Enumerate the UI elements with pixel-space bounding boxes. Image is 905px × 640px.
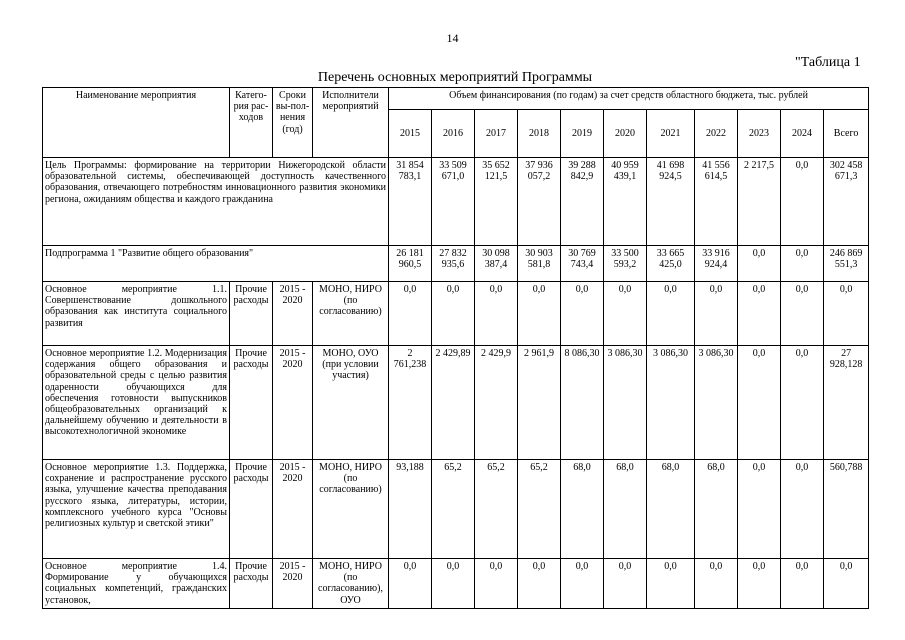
table-cell: 0,0: [475, 282, 518, 346]
measure-category: Прочие расходы: [230, 559, 273, 609]
measure-category: Прочие расходы: [230, 346, 273, 460]
table-cell: 0,0: [432, 282, 475, 346]
table-cell: 30 098 387,4: [475, 246, 518, 282]
table-cell: 68,0: [647, 460, 695, 559]
table-cell: 2 761,238: [389, 346, 432, 460]
measure-category: Прочие расходы: [230, 460, 273, 559]
table-cell: 65,2: [475, 460, 518, 559]
table-cell: 0,0: [475, 559, 518, 609]
table-cell: 37 936 057,2: [518, 158, 561, 246]
table-cell: 0,0: [647, 559, 695, 609]
header-name: Наименование мероприятия: [43, 88, 230, 158]
table-cell: 30 769 743,4: [561, 246, 604, 282]
goal-row-name: Цель Программы: формирование на территории Нижегородской области образовательной системы, обеспечивающей доступность качественного образования, отвечающего потребностям инновационного развития экономики региона, ожиданиям общества и каждого гражданина: [43, 158, 389, 246]
table-cell: 0,0: [518, 282, 561, 346]
table-cell: 33 665 425,0: [647, 246, 695, 282]
table-cell: 31 854 783,1: [389, 158, 432, 246]
table-cell: 246 869 551,3: [824, 246, 869, 282]
table-cell: 26 181 960,5: [389, 246, 432, 282]
table-cell: 33 916 924,4: [695, 246, 738, 282]
table-cell: 27 832 935,6: [432, 246, 475, 282]
table-cell: 0,0: [561, 559, 604, 609]
table-cell: 2 961,9: [518, 346, 561, 460]
table-cell: 33 509 671,0: [432, 158, 475, 246]
table-cell: 302 458 671,3: [824, 158, 869, 246]
table-cell: 41 556 614,5: [695, 158, 738, 246]
table-cell: 0,0: [604, 282, 647, 346]
header-executors: Исполнители мероприятий: [313, 88, 389, 158]
table-cell: 0,0: [738, 559, 781, 609]
measure-executors: МОНО, НИРО (по согласованию): [313, 282, 389, 346]
table-cell: 40 959 439,1: [604, 158, 647, 246]
measure-terms: 2015 - 2020: [273, 346, 313, 460]
table-label: "Таблица 1: [795, 55, 861, 70]
measure-name: Основное мероприятие 1.4. Формирование у обучающихся социальных компетенций, гражданских установок,: [43, 559, 230, 609]
table-cell: 0,0: [389, 559, 432, 609]
header-year: 2024: [781, 110, 824, 158]
table-cell: 0,0: [695, 559, 738, 609]
table-cell: 35 652 121,5: [475, 158, 518, 246]
table-cell: 65,2: [518, 460, 561, 559]
table-cell: 0,0: [824, 282, 869, 346]
measure-executors: МОНО, НИРО (по согласованию): [313, 460, 389, 559]
table-cell: 0,0: [738, 246, 781, 282]
table-cell: 8 086,30: [561, 346, 604, 460]
programme-measures-table: [42, 87, 869, 609]
table-cell: 65,2: [432, 460, 475, 559]
table-cell: 41 698 924,5: [647, 158, 695, 246]
header-year: 2023: [738, 110, 781, 158]
table-cell: 0,0: [695, 282, 738, 346]
table-cell: 0,0: [738, 460, 781, 559]
header-total: Всего: [824, 110, 869, 158]
table-cell: 0,0: [738, 346, 781, 460]
table-cell: 0,0: [781, 158, 824, 246]
header-year: 2017: [475, 110, 518, 158]
table-cell: 68,0: [695, 460, 738, 559]
table-cell: 68,0: [604, 460, 647, 559]
measure-name: Основное мероприятие 1.1. Совершенствование дошкольного образования как института социального развития: [43, 282, 230, 346]
measure-name: Основное мероприятие 1.3. Поддержка, сохранение и распространение русского языка, улучшение качества преподавания русского языка, литературы, истории, комплексного учебного курса "Основы религиозных культур и светской этики": [43, 460, 230, 559]
table-cell: 3 086,30: [695, 346, 738, 460]
table-cell: 68,0: [561, 460, 604, 559]
table-cell: 3 086,30: [647, 346, 695, 460]
measure-category: Прочие расходы: [230, 282, 273, 346]
header-year: 2022: [695, 110, 738, 158]
header-year: 2018: [518, 110, 561, 158]
table-cell: 2 217,5: [738, 158, 781, 246]
page-number: 14: [446, 31, 459, 45]
table-row: [43, 282, 869, 346]
table-cell: 560,788: [824, 460, 869, 559]
table-cell: 0,0: [781, 346, 824, 460]
header-year: 2020: [604, 110, 647, 158]
table-cell: 27 928,128: [824, 346, 869, 460]
measure-executors: МОНО, ОУО (при условии участия): [313, 346, 389, 460]
table-row: [43, 559, 869, 609]
table-cell: 0,0: [432, 559, 475, 609]
table-cell: 0,0: [518, 559, 561, 609]
header-year: 2021: [647, 110, 695, 158]
table-cell: 0,0: [561, 282, 604, 346]
header-funding: Объем финансирования (по годам) за счет средств областного бюджета, тыс. рублей: [389, 88, 869, 110]
measure-terms: 2015 - 2020: [273, 460, 313, 559]
header-category: Катего-рия рас-ходов: [230, 88, 273, 158]
document-title: Перечень основных мероприятий Программы: [317, 70, 593, 85]
table-cell: 0,0: [604, 559, 647, 609]
table-cell: 3 086,30: [604, 346, 647, 460]
table-cell: 39 288 842,9: [561, 158, 604, 246]
subprogram-row-name: Подпрограмма 1 "Развитие общего образования": [43, 246, 389, 282]
header-terms: Сроки вы-пол-нения (год): [273, 88, 313, 158]
table-cell: 30 903 581,8: [518, 246, 561, 282]
table-cell: 0,0: [781, 559, 824, 609]
measure-executors: МОНО, НИРО (по согласованию), ОУО: [313, 559, 389, 609]
header-year: 2016: [432, 110, 475, 158]
table-cell: 0,0: [647, 282, 695, 346]
table-cell: 33 500 593,2: [604, 246, 647, 282]
header-year: 2019: [561, 110, 604, 158]
header-year: 2015: [389, 110, 432, 158]
measure-terms: 2015 - 2020: [273, 282, 313, 346]
table-cell: 93,188: [389, 460, 432, 559]
table-cell: 2 429,9: [475, 346, 518, 460]
table-row: [43, 460, 869, 559]
table-row: [43, 346, 869, 460]
table-cell: 0,0: [781, 246, 824, 282]
table-cell: 0,0: [389, 282, 432, 346]
table-cell: 0,0: [781, 460, 824, 559]
measure-name: Основное мероприятие 1.2. Модернизация содержания общего образования и образовательной среды с целью развития одаренности обучающихся для обеспечения готовности выпускников общеобразовательных организаций к дальнейшему обучению и деятельности в высокотехнологичной экономике: [43, 346, 230, 460]
measure-terms: 2015 - 2020: [273, 559, 313, 609]
table-cell: 0,0: [781, 282, 824, 346]
table-cell: 0,0: [824, 559, 869, 609]
table-cell: 0,0: [738, 282, 781, 346]
table-cell: 2 429,89: [432, 346, 475, 460]
